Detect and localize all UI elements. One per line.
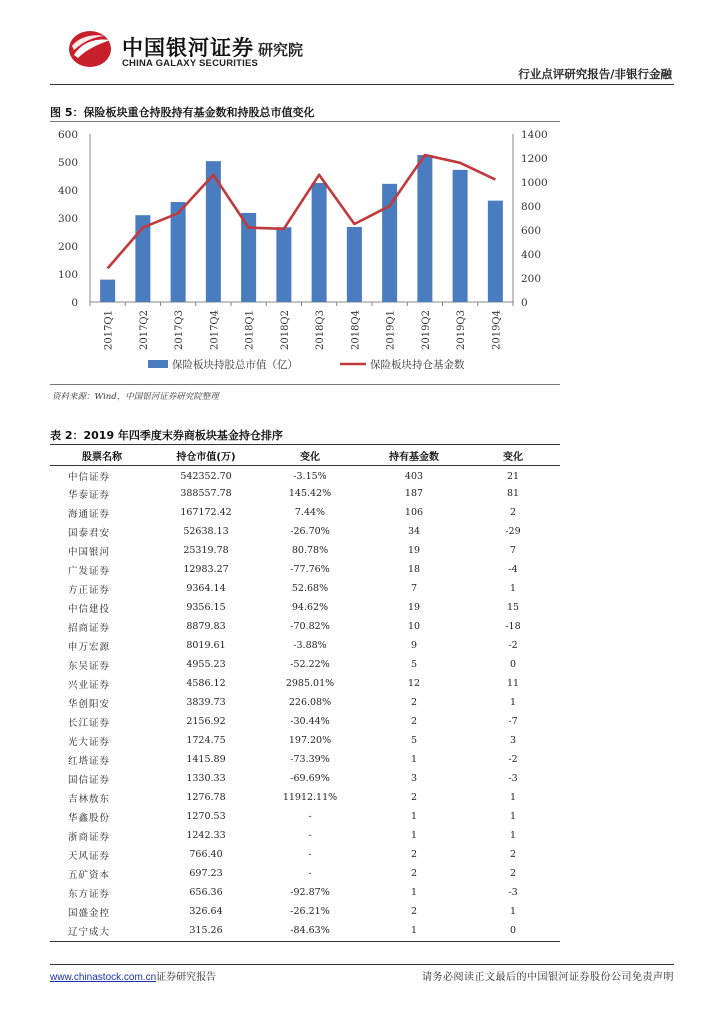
cell-fund-count: 34 — [407, 526, 421, 537]
cell-fund-count: 2 — [410, 792, 418, 803]
table-row — [50, 731, 560, 750]
cell-stock-name: 华创阳安 — [68, 698, 111, 710]
x-axis-tick-label: 2018Q3 — [315, 310, 327, 351]
cell-count-change: -2 — [508, 640, 518, 651]
cell-stock-name: 东吴证券 — [68, 660, 111, 672]
galaxy-logo-icon — [66, 28, 114, 70]
cell-stock-name: 国泰君安 — [68, 527, 111, 539]
left-axis-tick-label: 400 — [57, 185, 78, 197]
cell-value-change: -77.76% — [290, 564, 330, 575]
table-row — [50, 579, 560, 598]
cell-stock-name: 申万宏源 — [68, 641, 111, 653]
right-axis-tick-label: 600 — [521, 225, 542, 237]
cell-fund-count: 2 — [410, 697, 418, 708]
cell-stock-name: 中信建投 — [68, 603, 111, 615]
cell-position-value: 25319.78 — [183, 545, 229, 556]
left-axis-tick-label: 600 — [57, 129, 78, 141]
cell-count-change: 1 — [509, 811, 517, 822]
cell-count-change: 1 — [509, 830, 517, 841]
cell-fund-count: 9 — [410, 640, 418, 651]
cell-stock-name: 方正证券 — [68, 584, 111, 596]
cell-value-change: - — [308, 830, 312, 841]
x-axis-tick-label: 2019Q2 — [420, 310, 432, 351]
cell-stock-name: 天风证券 — [68, 850, 111, 862]
line-fund-count — [108, 155, 496, 268]
cell-fund-count: 2 — [410, 716, 418, 727]
cell-count-change: 0 — [509, 659, 517, 670]
figure-bottom-rule — [50, 384, 560, 385]
figure-top-rule — [50, 121, 560, 122]
cell-fund-count: 1 — [410, 754, 418, 765]
cell-position-value: 2156.92 — [186, 716, 226, 727]
col-header-stock-name: 股票名称 — [82, 452, 122, 463]
cell-position-value: 52638.13 — [183, 526, 229, 537]
table-row — [50, 921, 560, 940]
cell-position-value: 656.36 — [189, 887, 223, 898]
cell-count-change: -18 — [505, 621, 521, 632]
cell-value-change: -26.21% — [290, 906, 330, 917]
cell-position-value: 167172.42 — [180, 507, 232, 518]
header-divider — [50, 84, 674, 85]
table-row — [50, 807, 560, 826]
right-axis-tick-label: 200 — [521, 273, 542, 285]
cell-position-value: 8019.61 — [186, 640, 226, 651]
cell-count-change: 1 — [509, 792, 517, 803]
cell-count-change: -7 — [508, 716, 518, 727]
cell-position-value: 9356.15 — [186, 602, 226, 613]
cell-stock-name: 中国银河 — [68, 546, 111, 558]
table-row — [50, 655, 560, 674]
cell-position-value: 542352.70 — [180, 470, 232, 482]
cell-position-value: 1415.89 — [186, 754, 226, 765]
bar-market-value — [347, 227, 362, 302]
table-row — [50, 845, 560, 864]
cell-value-change: - — [308, 868, 312, 879]
x-axis-tick-label: 2018Q2 — [279, 310, 291, 351]
broker-holdings-table — [50, 446, 560, 940]
cell-value-change: 80.78% — [291, 545, 329, 556]
cell-value-change: -92.87% — [290, 887, 330, 898]
footer-divider — [50, 964, 674, 965]
combo-chart — [50, 124, 560, 382]
cell-value-change: -26.70% — [290, 526, 330, 537]
cell-value-change: -69.69% — [290, 773, 330, 784]
cell-stock-name: 浙商证券 — [68, 831, 111, 843]
logo-english-name: CHINA GALAXY SECURITIES — [122, 58, 259, 69]
cell-count-change: 11 — [506, 678, 520, 689]
col-header-fund-count: 持有基金数 — [389, 452, 439, 463]
cell-fund-count: 10 — [407, 621, 421, 632]
table-title: 表 2：2019 年四季度末券商板块基金持仓排序 — [50, 429, 283, 442]
cell-fund-count: 403 — [404, 470, 424, 482]
x-axis-tick-label: 2019Q1 — [385, 310, 397, 351]
cell-value-change: 52.68% — [291, 583, 329, 594]
x-axis-tick-label: 2019Q3 — [456, 310, 468, 351]
cell-value-change: 94.62% — [291, 602, 329, 613]
table-row — [50, 788, 560, 807]
table-row — [50, 598, 560, 617]
cell-value-change: 226.08% — [288, 697, 332, 708]
cell-fund-count: 1 — [410, 811, 418, 822]
cell-value-change: -73.39% — [290, 754, 330, 765]
figure-source-note: 资料来源：Wind，中国银河证券研究院整理 — [52, 392, 219, 402]
cell-count-change: 1 — [509, 583, 517, 594]
bar-market-value — [488, 201, 503, 302]
cell-count-change: 2 — [509, 507, 517, 518]
cell-position-value: 1242.33 — [186, 830, 226, 841]
cell-count-change: 81 — [506, 488, 520, 499]
cell-value-change: -84.63% — [290, 925, 330, 936]
bar-market-value — [171, 202, 186, 302]
right-axis-tick-label: 1400 — [521, 129, 548, 141]
cell-count-change: -3 — [508, 887, 518, 898]
cell-fund-count: 2 — [410, 868, 418, 879]
cell-stock-name: 广发证券 — [68, 565, 111, 577]
cell-stock-name: 国信证券 — [68, 774, 111, 786]
left-axis-tick-label: 0 — [71, 297, 78, 309]
cell-count-change: -2 — [508, 754, 518, 765]
cell-count-change: 21 — [506, 470, 520, 482]
table-row — [50, 465, 560, 484]
cell-position-value: 8879.83 — [186, 621, 226, 632]
cell-position-value: 766.40 — [189, 849, 223, 860]
cell-position-value: 697.23 — [189, 868, 223, 879]
table-top-rule — [50, 444, 560, 445]
cell-fund-count: 5 — [410, 735, 418, 746]
table-bottom-rule — [50, 941, 560, 942]
cell-stock-name: 海通证券 — [68, 508, 111, 520]
cell-count-change: -4 — [508, 564, 518, 575]
cell-count-change: 0 — [509, 925, 517, 936]
cell-value-change: 2985.01% — [285, 678, 335, 689]
cell-stock-name: 华鑫股份 — [68, 812, 111, 824]
col-header-value-change: 变化 — [300, 452, 320, 463]
right-axis-tick-label: 0 — [521, 297, 528, 309]
logo-institute-label: 研究院 — [258, 41, 304, 59]
cell-value-change: 197.20% — [288, 735, 332, 746]
cell-count-change: 3 — [509, 735, 517, 746]
cell-fund-count: 12 — [407, 678, 421, 689]
cell-position-value: 1270.53 — [186, 811, 226, 822]
legend-label-fund-count: 保险板块持仓基金数 — [370, 359, 465, 371]
cell-value-change: -52.22% — [290, 659, 330, 670]
cell-stock-name: 光大证券 — [68, 736, 111, 748]
cell-count-change: 15 — [506, 602, 520, 613]
cell-fund-count: 1 — [410, 830, 418, 841]
table-row — [50, 864, 560, 883]
left-axis-tick-label: 100 — [57, 269, 78, 281]
bar-market-value — [382, 184, 397, 302]
x-axis-tick-label: 2018Q4 — [350, 310, 362, 351]
cell-fund-count: 19 — [407, 545, 421, 556]
left-axis-tick-label: 200 — [57, 241, 78, 253]
table-row — [50, 826, 560, 845]
cell-stock-name: 东方证券 — [68, 888, 111, 900]
cell-fund-count: 7 — [410, 583, 418, 594]
cell-value-change: 145.42% — [288, 488, 332, 499]
cell-position-value: 9364.14 — [186, 583, 226, 594]
left-axis-tick-label: 500 — [57, 157, 78, 169]
cell-stock-name: 兴业证券 — [68, 679, 111, 691]
right-axis-tick-label: 1200 — [521, 153, 548, 165]
cell-stock-name: 华泰证券 — [68, 489, 111, 501]
bar-market-value — [312, 183, 327, 302]
table-row — [50, 541, 560, 560]
cell-fund-count: 18 — [407, 564, 421, 575]
cell-position-value: 388557.78 — [180, 488, 232, 499]
table-header-rule — [50, 465, 560, 466]
cell-count-change: -3 — [508, 773, 518, 784]
cell-value-change: -3.15% — [293, 470, 327, 482]
cell-fund-count: 106 — [404, 507, 424, 518]
cell-position-value: 1276.78 — [186, 792, 226, 803]
cell-stock-name: 中信证券 — [68, 472, 111, 483]
table-row — [50, 750, 560, 769]
right-axis-tick-label: 1000 — [521, 177, 548, 189]
cell-fund-count: 2 — [410, 849, 418, 860]
table-row — [50, 636, 560, 655]
figure-title: 图 5：保险板块重仓持股持有基金数和持股总市值变化 — [50, 106, 315, 119]
bar-market-value — [276, 227, 291, 302]
table-row — [50, 883, 560, 902]
cell-value-change: 7.44% — [294, 507, 326, 518]
x-axis-tick-label: 2017Q1 — [103, 310, 115, 351]
table-row — [50, 560, 560, 579]
right-axis-tick-label: 800 — [521, 201, 542, 213]
page-header — [0, 0, 724, 90]
x-axis-tick-label: 2017Q2 — [138, 310, 150, 351]
cell-value-change: -30.44% — [290, 716, 330, 727]
cell-position-value: 1330.33 — [186, 773, 226, 784]
x-axis-tick-label: 2017Q4 — [209, 310, 221, 351]
cell-position-value: 1724.75 — [186, 735, 226, 746]
cell-fund-count: 1 — [410, 887, 418, 898]
col-header-count-change: 变化 — [503, 452, 523, 463]
cell-count-change: 1 — [509, 906, 517, 917]
cell-fund-count: 187 — [404, 488, 424, 499]
cell-position-value: 12983.27 — [183, 564, 229, 575]
cell-value-change: -3.88% — [293, 640, 327, 651]
table-row — [50, 617, 560, 636]
legend-label-market-value: 保险板块持股总市值（亿） — [172, 359, 298, 371]
col-header-position-value: 持仓市值(万) — [176, 452, 236, 463]
cell-position-value: 3839.73 — [186, 697, 226, 708]
x-axis-tick-label: 2018Q1 — [244, 310, 256, 351]
table-row — [50, 522, 560, 541]
table-row — [50, 712, 560, 731]
cell-stock-name: 长江证券 — [68, 717, 111, 729]
table-header-row — [50, 446, 560, 465]
table-row — [50, 769, 560, 788]
x-axis-tick-label: 2019Q4 — [491, 310, 503, 351]
cell-stock-name: 红塔证券 — [68, 755, 111, 767]
cell-stock-name: 辽宁成大 — [68, 926, 111, 938]
cell-position-value: 315.26 — [189, 925, 223, 936]
cell-position-value: 4586.12 — [186, 678, 226, 689]
document-category: 行业点评研究报告/非银行金融 — [518, 67, 672, 81]
cell-count-change: 1 — [509, 697, 517, 708]
logo-chinese-name: 中国银河证券 — [122, 36, 254, 60]
cell-stock-name: 招商证券 — [68, 622, 111, 634]
table-row — [50, 902, 560, 921]
cell-fund-count: 1 — [410, 925, 418, 936]
cell-position-value: 4955.23 — [186, 659, 226, 670]
cell-stock-name: 国盛金控 — [68, 907, 111, 919]
cell-stock-name: 五矿资本 — [68, 869, 111, 881]
cell-fund-count: 3 — [410, 773, 418, 784]
legend-swatch-bar — [148, 360, 168, 368]
cell-fund-count: 2 — [410, 906, 418, 917]
bar-market-value — [417, 155, 432, 302]
cell-fund-count: 19 — [407, 602, 421, 613]
footer-left — [50, 968, 216, 983]
table-row — [50, 503, 560, 522]
left-axis-tick-label: 300 — [57, 213, 78, 225]
x-axis-tick-label: 2017Q3 — [174, 310, 186, 351]
table-row — [50, 674, 560, 693]
cell-fund-count: 5 — [410, 659, 418, 670]
footer-report-label: 证券研究报告 — [156, 972, 217, 983]
table-row — [50, 693, 560, 712]
cell-value-change: -70.82% — [290, 621, 330, 632]
cell-value-change: 11912.11% — [282, 792, 338, 803]
cell-count-change: -29 — [505, 526, 521, 537]
cell-value-change: - — [308, 849, 312, 860]
bar-market-value — [100, 280, 115, 302]
table-row — [50, 484, 560, 503]
website-link[interactable]: www.chinastock.com.cn — [50, 972, 157, 983]
cell-count-change: 7 — [509, 545, 517, 556]
cell-value-change: - — [308, 811, 312, 822]
bar-market-value — [453, 170, 468, 302]
right-axis-tick-label: 400 — [521, 249, 542, 261]
cell-position-value: 326.64 — [189, 906, 223, 917]
footer-disclaimer: 请务必阅读正文最后的中国银河证券股份公司免责声明 — [422, 972, 674, 983]
cell-count-change: 2 — [509, 868, 517, 879]
cell-stock-name: 吉林敖东 — [68, 793, 111, 805]
cell-count-change: 2 — [509, 849, 517, 860]
